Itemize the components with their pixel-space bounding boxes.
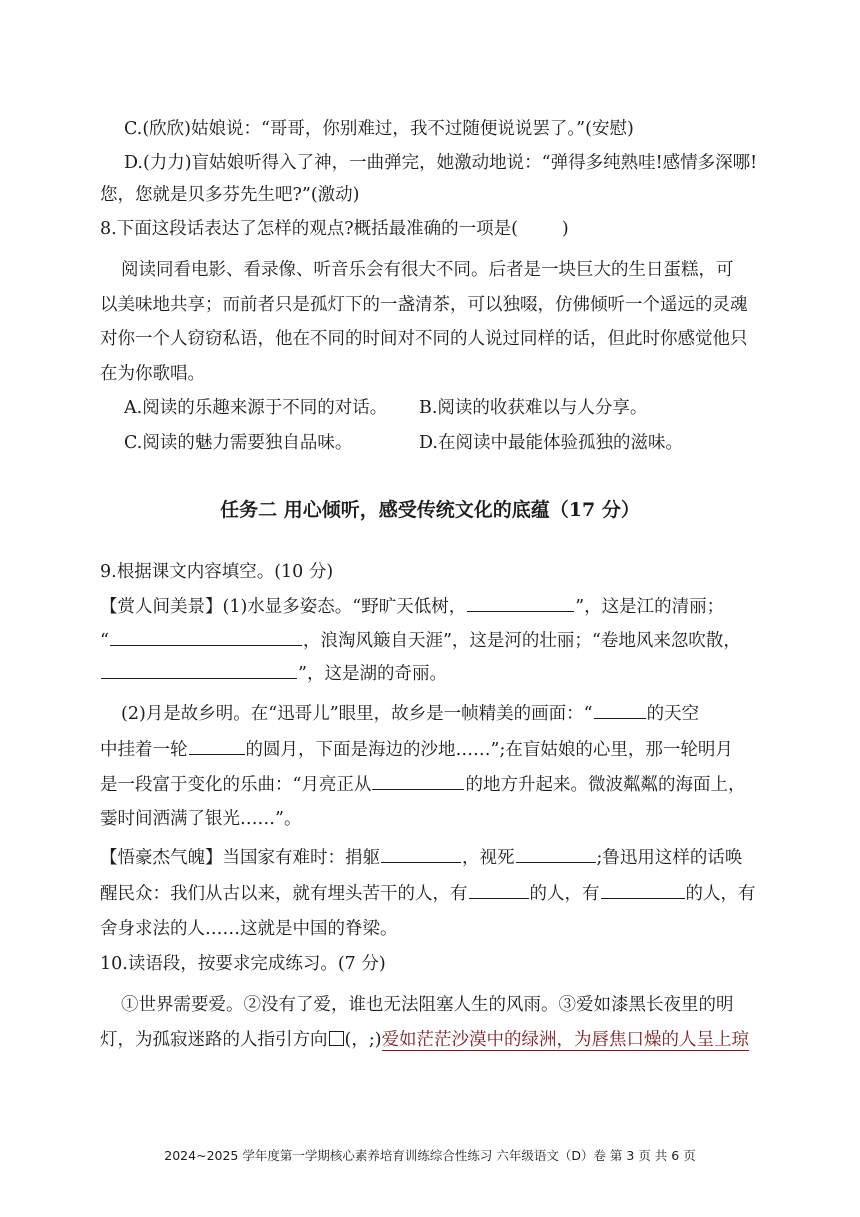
q8-stem: 8.下面这段话表达了怎样的观点?概括最准确的一项是( ) [100, 219, 569, 239]
fill-blank[interactable] [101, 662, 297, 679]
q8-passage-line-4: 在为你歌唱。 [100, 364, 205, 384]
q7-option-d-line-2: 您，您就是贝多芬先生吧?”(激动) [100, 185, 360, 205]
q9-line-2: “ ，浪淘风簸自天涯”，这是河的壮丽；“卷地风来忽吹散， [100, 631, 741, 651]
q10-passage-line-1: ①世界需要爱。②没有了爱，谁也无法阻塞人生的风雨。③爱如漆黑长夜里的明 [121, 995, 734, 1015]
q8-option-a: A.阅读的乐趣来源于不同的对话。 [124, 398, 388, 418]
q8-passage-line-3: 对你一个人窃窃私语，他在不同的时间对不同的人说过同样的话，但此时你感觉他只 [100, 329, 748, 349]
q9-line-6: 是一段富于变化的乐曲：“月亮正从 的地方升起来。微波粼粼的海面上， [100, 775, 746, 795]
fill-blank[interactable] [516, 846, 596, 863]
q9-line-3: ”，这是湖的奇丽。 [100, 662, 447, 685]
q9-stem: 9.根据课文内容填空。(10 分) [100, 562, 334, 582]
q8-option-c: C.阅读的魅力需要独自品味。 [124, 433, 353, 453]
underlined-sentence: 爱如茫茫沙漠中的绿洲，为唇焦口燥的人呈上琼 [381, 1030, 750, 1050]
punctuation-box[interactable] [329, 1031, 344, 1046]
q9-line-1: 【赏人间美景】(1)水显多姿态。“野旷天低树， ”，这是江的清丽； [100, 597, 725, 617]
fill-blank[interactable] [467, 595, 574, 612]
q10-passage-line-2: 灯，为孤寂迷路的人指引方向 (，;)爱如茫茫沙漠中的绿洲，为唇焦口燥的人呈上琼 [100, 1030, 750, 1050]
q7-option-d-line-1: D.(力力)盲姑娘听得入了神，一曲弹完，她激动地说：“弹得多纯熟哇!感情多深哪! [124, 153, 758, 173]
q7-option-c: C.(欣欣)姑娘说：“哥哥，你别难过，我不过随便说说罢了。”(安慰) [124, 119, 634, 139]
fill-blank[interactable] [110, 629, 302, 646]
page-footer: 2024~2025 学年度第一学期核心素养培育训练综合性练习 六年级语文（D）卷 第 3 页 共 6 页 [164, 1148, 696, 1163]
fill-blank[interactable] [381, 846, 461, 863]
q8-passage-line-2: 以美味地共享；而前者只是孤灯下的一盏清茶，可以独啜，仿佛倾听一个遥远的灵魂 [100, 295, 748, 315]
q10-stem: 10.读语段，按要求完成练习。(7 分) [100, 954, 386, 974]
q9-line-4: (2)月是故乡明。在“迅哥儿”眼里，故乡是一帧精美的画面：“ 的天空 [121, 704, 700, 724]
q8-passage-line-1: 阅读同看电影、看录像、听音乐会有很大不同。后者是一块巨大的生日蛋糕，可 [121, 260, 734, 280]
q8-option-d: D.在阅读中最能体验孤独的滋味。 [419, 433, 683, 453]
q9-line-9: 醒民众：我们从古以来，就有埋头苦干的人，有 的人，有 的人，有 [100, 884, 756, 904]
section-2-title: 任务二 用心倾听，感受传统文化的底蕴（17 分） [220, 499, 640, 521]
q9-line-7: 霎时间洒满了银光……”。 [100, 809, 302, 829]
fill-blank[interactable] [372, 773, 464, 790]
q8-option-b: B.阅读的收获难以与人分享。 [419, 398, 648, 418]
fill-blank[interactable] [594, 702, 646, 719]
q9-line-5: 中挂着一轮 的圆月，下面是海边的沙地……”;在盲姑娘的心里，那一轮明月 [100, 740, 733, 760]
q9-line-8: 【悟豪杰气魄】当国家有难时：捐躯 ，视死 ;鲁迅用这样的话唤 [100, 848, 743, 868]
fill-blank[interactable] [189, 738, 245, 755]
fill-blank[interactable] [601, 882, 685, 899]
q9-line-10: 舍身求法的人……这就是中国的脊梁。 [100, 919, 398, 939]
fill-blank[interactable] [469, 882, 529, 899]
